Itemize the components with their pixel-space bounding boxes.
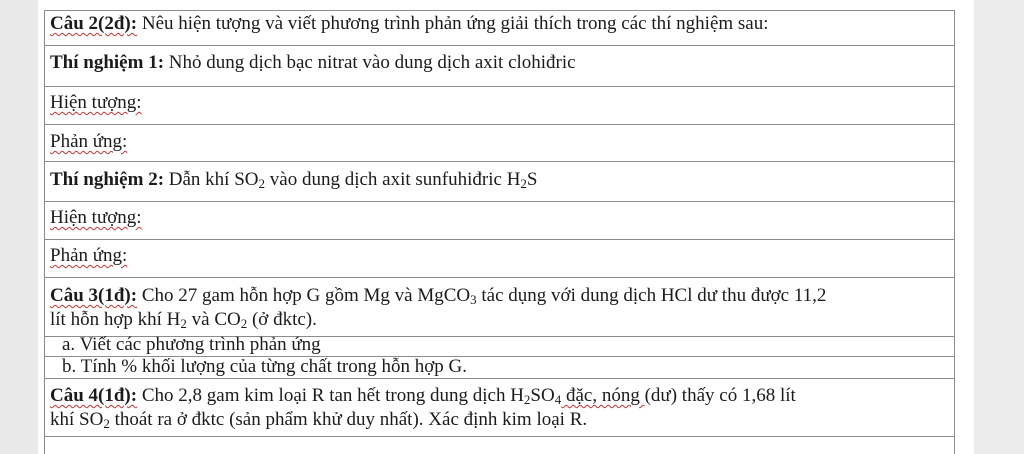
q3-line-1: Câu 3(1đ): Cho 27 gam hỗn hợp G gồm Mg và MgCO$_3$ tác dụng với dung dịch HCl dư thu được 11,2: [50, 285, 827, 307]
table-border: [954, 10, 955, 454]
tn1-phan-ung: Phản ứng:: [50, 131, 128, 152]
q4-line-1: Câu 4(1đ): Cho 2,8 gam kim loại R tan hết trong dung dịch $H_2SO_4$ đặc, nóng (dư) thấy có 1,68 lít: [50, 385, 796, 407]
q3-line-2: lít hỗn hợp khí $H_2$ và $CO_2$ (ở đktc).: [50, 309, 317, 331]
table-border: [44, 10, 954, 11]
tn1-label: Thí nghiệm 1:: [50, 52, 165, 73]
tn2-label: Thí nghiệm 2:: [50, 169, 165, 190]
tn2-line: Thí nghiệm 2: Dẫn khí $SO_2$ vào dung dịch axit sunfuhiđric $H_2S$: [50, 169, 538, 191]
table-border: [44, 161, 954, 162]
q4-line-2: khí $SO_2$ thoát ra ở đktc (sản phẩm khử duy nhất). Xác định kim loại R.: [50, 409, 588, 431]
q3-part-a: a. Viết các phương trình phản ứng: [62, 334, 321, 355]
left-margin: [0, 0, 38, 454]
table-border: [44, 86, 954, 87]
table-border: [44, 436, 954, 437]
table-border: [44, 45, 954, 46]
right-margin: [974, 0, 1024, 454]
tn2-hien-tuong: Hiện tượng:: [50, 207, 142, 228]
tn1-hien-tuong: Hiện tượng:: [50, 92, 142, 113]
q4-label: Câu 4(1đ):: [50, 385, 138, 406]
table-border: [44, 10, 45, 454]
q2-label: Câu 2(2đ):: [50, 13, 138, 34]
tn1-line: [50, 52, 576, 74]
table-border: [44, 277, 954, 278]
q2-text: Nêu hiện tượng và viết phương trình phản ứng giải thích trong các thí nghiệm sau:: [137, 13, 769, 34]
tn1-text: Nhỏ dung dịch bạc nitrat vào dung dịch axit clohiđric: [164, 52, 576, 73]
document-page[interactable]: [38, 0, 974, 454]
q3-part-b: b. Tính % khối lượng của từng chất trong hỗn hợp G.: [62, 356, 467, 377]
tn2-phan-ung: Phản ứng:: [50, 245, 128, 266]
q2-line: [50, 13, 769, 35]
q3-label: Câu 3(1đ):: [50, 285, 138, 306]
table-border: [44, 124, 954, 125]
table-border: [44, 378, 954, 379]
table-border: [44, 239, 954, 240]
table-border: [44, 201, 954, 202]
